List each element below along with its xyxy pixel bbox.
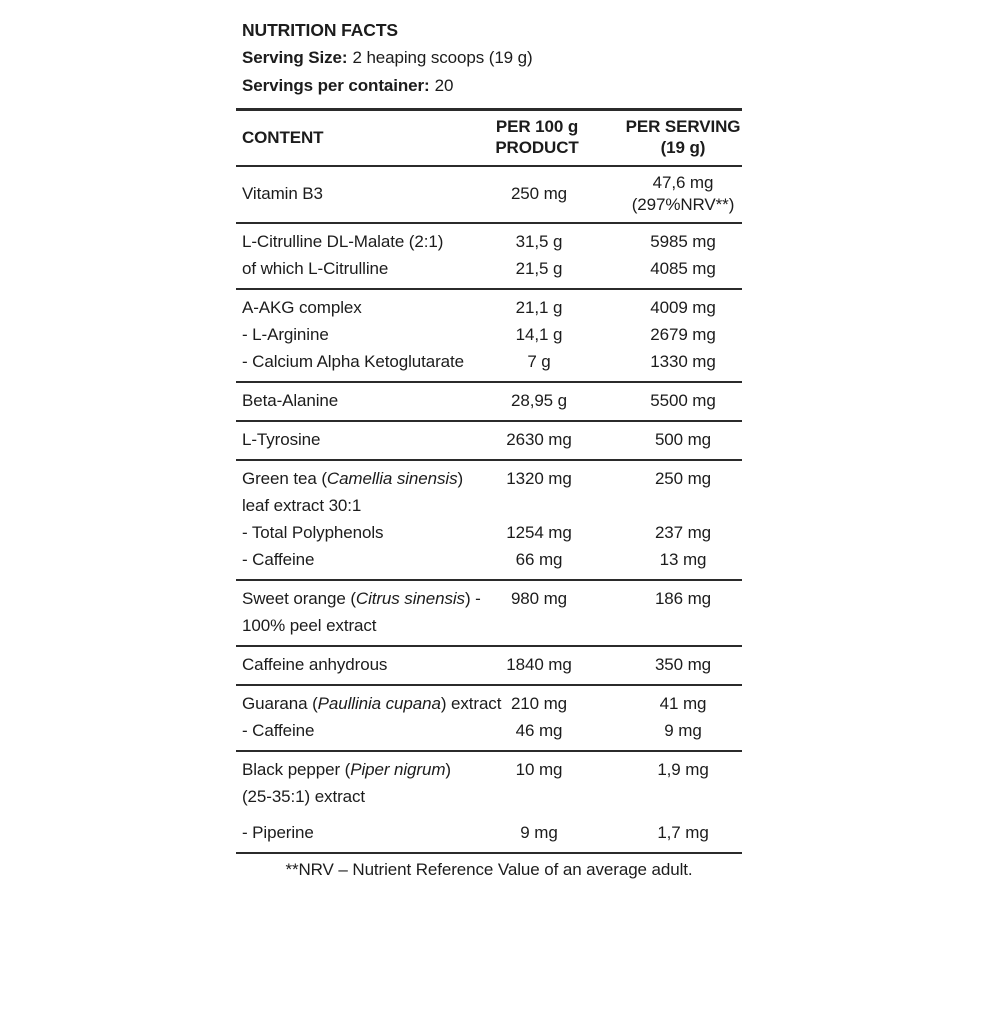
ingredient-name: Black pepper (Piper nigrum)	[242, 760, 451, 779]
ingredient-name: Green tea (Camellia sinensis)	[242, 469, 464, 488]
table-row	[236, 465, 742, 492]
table-row	[236, 651, 742, 678]
servings-per-container-line	[236, 76, 742, 96]
per-100g-value: 210 mg	[510, 694, 568, 713]
table-row	[236, 612, 742, 639]
per-serving-value: 500 mg	[654, 430, 712, 449]
table-group	[236, 581, 742, 647]
table-row	[236, 294, 742, 321]
ingredient-name: (25-35:1) extract	[242, 787, 366, 806]
table-group	[236, 422, 742, 461]
per-serving-value: 1330 mg	[650, 352, 716, 371]
ingredient-name: - Calcium Alpha Ketoglutarate	[242, 352, 465, 371]
ingredient-name: - Caffeine	[242, 550, 315, 569]
column-header-per-serving: PER SERVING (19 g)	[625, 117, 741, 157]
per-serving-value: 47,6 mg (297%NRV**)	[631, 173, 735, 214]
ingredient-name: - Piperine	[242, 823, 314, 842]
per-100g-value: 9 mg	[520, 823, 558, 842]
table-row	[236, 387, 742, 414]
nutrition-table	[236, 108, 742, 854]
per-100g-value: 10 mg	[515, 760, 563, 779]
label-block	[236, 20, 742, 881]
table-row	[236, 426, 742, 453]
per-serving-value: 5985 mg	[650, 232, 716, 251]
table-group	[236, 752, 742, 854]
table-row	[236, 717, 742, 744]
per-serving-value: 5500 mg	[650, 391, 716, 410]
table-row	[236, 756, 742, 783]
ingredient-name: - L-Arginine	[242, 325, 329, 344]
per-100g-value: 21,1 g	[515, 298, 563, 317]
nrv-footnote: **NRV – Nutrient Reference Value of an average adult.	[285, 860, 693, 879]
per-100g-value: 14,1 g	[515, 325, 563, 344]
per-100g-value: 1254 mg	[506, 523, 572, 542]
nutrition-facts-title: NUTRITION FACTS	[242, 20, 398, 40]
per-100g-value: 28,95 g	[510, 391, 568, 410]
per-100g-value: 2630 mg	[506, 430, 572, 449]
table-row	[236, 492, 742, 519]
per-serving-value: 350 mg	[654, 655, 712, 674]
table-group	[236, 290, 742, 383]
ingredient-name: A-AKG complex	[242, 298, 362, 317]
ingredient-name: Beta-Alanine	[242, 391, 339, 410]
table-group	[236, 224, 742, 290]
serving-size-line	[236, 48, 742, 68]
servings-per-container-value: 20	[434, 76, 454, 95]
table-group	[236, 647, 742, 686]
per-100g-value: 46 mg	[515, 721, 563, 740]
per-serving-value: 237 mg	[654, 523, 712, 542]
table-row	[236, 585, 742, 612]
per-serving-value: 9 mg	[664, 721, 702, 740]
table-row	[236, 690, 742, 717]
per-serving-value: 4009 mg	[650, 298, 716, 317]
table-group	[236, 686, 742, 752]
servings-per-container-label: Servings per container:	[242, 76, 430, 95]
per-100g-value: 7 g	[527, 352, 551, 371]
per-serving-value: 186 mg	[654, 589, 712, 608]
ingredient-name: 100% peel extract	[242, 616, 377, 635]
per-serving-value: 1,7 mg	[657, 823, 709, 842]
ingredient-name: - Caffeine	[242, 721, 315, 740]
per-100g-value: 1320 mg	[506, 469, 572, 488]
table-row	[236, 228, 742, 255]
ingredient-name: Caffeine anhydrous	[242, 655, 388, 674]
table-group	[236, 167, 742, 224]
per-100g-value: 1840 mg	[506, 655, 572, 674]
table-group	[236, 383, 742, 422]
table-row	[236, 255, 742, 282]
per-100g-value: 31,5 g	[515, 232, 563, 251]
ingredient-name: of which L-Citrulline	[242, 259, 389, 278]
per-100g-value: 980 mg	[510, 589, 568, 608]
column-header-per-100g: PER 100 g PRODUCT	[495, 117, 579, 157]
table-row	[236, 321, 742, 348]
ingredient-name: leaf extract 30:1	[242, 496, 362, 515]
per-100g-value: 21,5 g	[515, 259, 563, 278]
per-serving-value: 1,9 mg	[657, 760, 709, 779]
table-row	[236, 348, 742, 375]
table-header-row	[236, 111, 742, 167]
per-100g-value: 66 mg	[515, 550, 563, 569]
table-row	[236, 171, 742, 216]
serving-size-value: 2 heaping scoops (19 g)	[352, 48, 533, 67]
ingredient-name: Guarana (Paullinia cupana) extract	[242, 694, 502, 713]
per-serving-value: 250 mg	[654, 469, 712, 488]
table-row	[236, 546, 742, 573]
table-row	[236, 819, 742, 846]
table-row	[236, 519, 742, 546]
ingredient-name: Sweet orange (Citrus sinensis) -	[242, 589, 481, 608]
per-serving-value: 2679 mg	[650, 325, 716, 344]
per-serving-value: 41 mg	[659, 694, 707, 713]
column-header-content: CONTENT	[242, 127, 324, 147]
ingredient-name: - Total Polyphenols	[242, 523, 384, 542]
table-group	[236, 461, 742, 581]
ingredient-name: L-Citrulline DL-Malate (2:1)	[242, 232, 444, 251]
ingredient-name: L-Tyrosine	[242, 430, 321, 449]
serving-size-label: Serving Size:	[242, 48, 348, 67]
per-serving-value: 4085 mg	[650, 259, 716, 278]
per-serving-value: 13 mg	[659, 550, 707, 569]
table-row	[236, 783, 742, 810]
ingredient-name: Vitamin B3	[242, 184, 323, 203]
per-100g-value: 250 mg	[510, 184, 568, 203]
